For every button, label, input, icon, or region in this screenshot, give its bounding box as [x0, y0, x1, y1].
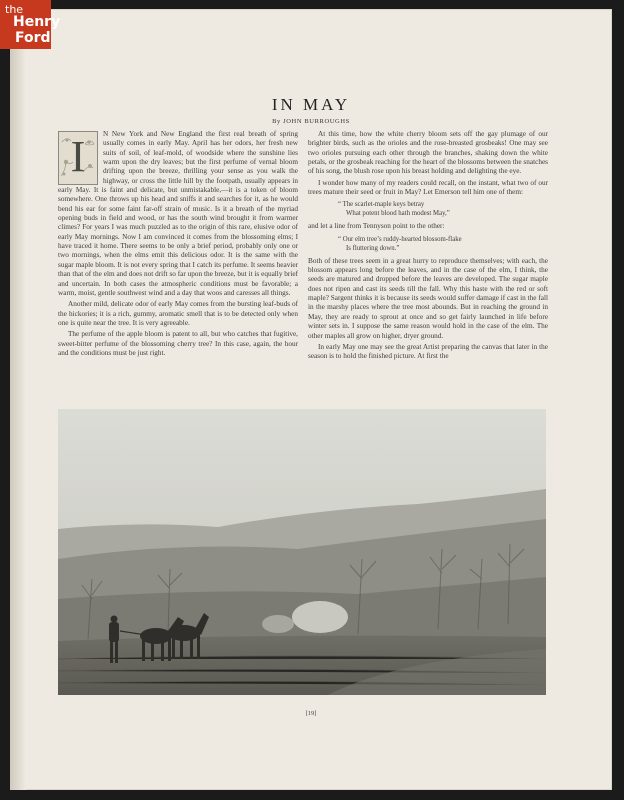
page-gutter-shadow — [10, 9, 26, 790]
paragraph: and let a line from Tennyson point to the other: — [308, 222, 445, 231]
quoted-verse-tennyson — [338, 235, 548, 253]
plowing-scene-image — [58, 409, 546, 695]
text-column-left — [58, 130, 298, 405]
article-title: IN MAY — [271, 95, 351, 114]
logo-text: the — [5, 3, 24, 16]
paragraph-text: N New York and New England the first real breath of spring usually comes in early May. April has her odors, her fresh new suits of soil, of leaf-mold, of woodside where the sunshine lies warm upon the dry leaves; but the first perfume of vernal bloom drifting upon the breeze, thrilling your sense as you walk the highway, or cross the little hill by the footpath, usually appears in early May. It is faint and delicate, but unmistakable,—it is a token of bloom somewhere. One throws up his head and sniffs it and searches for it, as he would bend his ear for some faint far-off strain of music. Is it a breath of the myriad opening buds in field and wood, or has the south wind brought it from warmer climes? For years I was much puzzled as to the origin of this rare, elusive odor of early May mornings. Now I am convinced it comes from the blossoming elms; I have traced it home. There seems to be only a brief period, probably only one or two mornings, when the elms emit this delicious odor. It is the same with the sugar maple bloom. It is not every spring that I catch its perfume. It seems heavier than that of the elm and does not drift so far upon the breeze, but it is equally brief and uncertain. In both cases the atmospheric conditions must be favorable; a warm, moist, gentle southwest wind and a day that woos and caresses all things. — [58, 130, 298, 297]
paragraph: I wonder how many of my readers could recall, on the instant, what two of our trees mature their seed or fruit in May? Let Emerson tell him one of them: — [308, 178, 548, 197]
text-column-right — [308, 130, 548, 405]
henry-ford-logo — [0, 0, 61, 49]
verse-line: Is fluttering down.” — [346, 244, 400, 252]
photograph-plowing-field — [58, 409, 546, 695]
paragraph: Both of these trees seem in a great hurry to reproduce themselves; with each, the blossom appears long before the leaves, and in the case of the elm, I think, the seeds are matured and dropped before the leaves are developed. The sugar maple does not ripen and cast its seeds till the fall. Why this haste with the red or soft maple? Sargent thinks it is because its seeds would suffer damage if cast in the fall in the marshy places where the tree most abounds. But in reaching the ground in May, they are ready to sprout at once and so get fairly launched in life before winter sets in. I suppose the same reason would hold in the case of the elm. The other maples all grow on higher, dryer ground. — [308, 256, 548, 340]
verse-line: What potent blood hath modest May,” — [346, 210, 450, 218]
article-byline: By JOHN BURROUGHS — [272, 118, 350, 125]
magazine-page — [10, 9, 612, 790]
verse-line: “ The scarlet-maple keys betray — [338, 201, 425, 209]
paragraph — [58, 130, 298, 298]
paragraph: In early May one may see the great Artist preparing the canvas that later in the season is to hold the finished picture. At first the — [308, 342, 548, 361]
paragraph: At this time, how the white cherry bloom sets off the gay plumage of our brighter birds, such as the orioles and the rose-breasted grosbeaks! One may see two orioles pursuing each other through the branches, shaking down the white petals, or the grosbeak reaching for the heart of the blossoms between the snatches of his song, the blush rose upon his breast holding and delighting the eye. — [308, 130, 548, 176]
logo-text: Henry — [13, 14, 61, 30]
verse-line: “ Our elm tree’s ruddy-hearted blossom-flake — [338, 235, 462, 243]
paragraph: The perfume of the apple bloom is patent to all, but who catches that fugitive, sweet-bitter perfume of the blossoming cherry tree? In this case, again, the hour and the conditions must be just right. — [58, 330, 298, 357]
logo-text: Ford — [15, 30, 51, 46]
paragraph: Another mild, delicate odor of early May comes from the bursting leaf-buds of the hickories; it is a rich, gummy, aromatic smell that is to be detected only when one is quite near the tree. It is very agreeable. — [58, 300, 298, 327]
drop-cap-letter: I — [70, 132, 86, 181]
page-number: [19] — [305, 710, 317, 717]
illustrated-drop-cap — [58, 131, 98, 185]
quoted-verse-emerson — [338, 200, 548, 218]
